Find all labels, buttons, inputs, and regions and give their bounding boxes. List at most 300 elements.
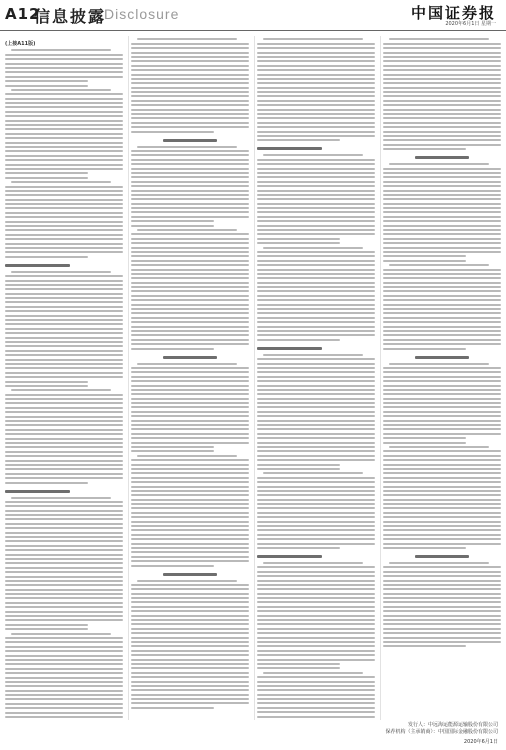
text-line (383, 144, 501, 146)
text-line (383, 385, 501, 387)
text-line (257, 225, 375, 227)
text-line (11, 497, 111, 499)
text-line (383, 580, 501, 582)
text-line (5, 514, 123, 516)
text-line (257, 304, 375, 306)
text-line (5, 510, 123, 512)
text-line (5, 712, 123, 714)
text-line (257, 610, 375, 612)
text-line (257, 615, 375, 617)
text-line (5, 446, 123, 448)
text-line (257, 163, 375, 165)
text-line (5, 433, 123, 435)
text-line (131, 348, 214, 350)
text-line (131, 321, 249, 323)
text-line (5, 345, 123, 347)
text-line (5, 597, 123, 599)
text-line (257, 376, 375, 378)
text-line (257, 139, 340, 141)
text-line (5, 354, 123, 356)
text-line (131, 255, 249, 257)
text-line (257, 424, 375, 426)
text-line (5, 142, 123, 144)
text-line (257, 464, 340, 466)
text-line (131, 538, 249, 540)
text-line (383, 494, 501, 496)
text-line (257, 468, 340, 470)
text-line (5, 381, 88, 383)
text-line (131, 490, 249, 492)
text-line (257, 299, 375, 301)
text-line (131, 242, 249, 244)
section-heading (5, 264, 70, 267)
text-line (5, 482, 88, 484)
text-line (11, 633, 111, 635)
text-line (383, 131, 501, 133)
text-line (257, 663, 340, 665)
text-line (131, 685, 249, 687)
text-line (257, 494, 375, 496)
text-line (5, 460, 123, 462)
text-line (257, 334, 375, 336)
text-line (257, 593, 375, 595)
section-heading (163, 356, 216, 359)
text-line (383, 534, 501, 536)
text-line (383, 78, 501, 80)
text-line (383, 82, 501, 84)
text-line (131, 211, 249, 213)
text-line (5, 288, 123, 290)
text-line (131, 619, 249, 621)
text-line (257, 597, 375, 599)
text-line (383, 308, 501, 310)
text-line (5, 238, 123, 240)
text-line (257, 446, 375, 448)
text-line (5, 190, 123, 192)
text-line (383, 472, 501, 474)
text-line (5, 685, 123, 687)
text-line (257, 159, 375, 161)
text-line (257, 716, 375, 718)
text-line (131, 159, 249, 161)
text-line (131, 282, 249, 284)
text-line (383, 168, 501, 170)
text-line (383, 593, 501, 595)
text-line (131, 78, 249, 80)
text-line (257, 659, 375, 661)
text-line (131, 472, 249, 474)
text-line (5, 280, 123, 282)
text-line (131, 87, 249, 89)
section-heading (415, 356, 468, 359)
text-line (383, 122, 501, 124)
text-line (257, 415, 375, 417)
text-line (5, 310, 123, 312)
text-line (131, 623, 249, 625)
text-line (257, 619, 375, 621)
text-line (383, 490, 501, 492)
text-line (383, 247, 501, 249)
text-line (131, 516, 249, 518)
text-line (131, 632, 249, 634)
text-line (383, 216, 501, 218)
text-line (383, 334, 501, 336)
text-line (5, 150, 123, 152)
text-line (5, 562, 123, 564)
text-line (11, 49, 111, 51)
section-heading (257, 147, 322, 150)
text-line (131, 615, 249, 617)
text-line (257, 135, 375, 137)
text-line (389, 38, 489, 40)
text-line (131, 702, 249, 704)
text-line (131, 330, 249, 332)
text-line (257, 380, 375, 382)
text-line (131, 317, 249, 319)
text-line (383, 393, 501, 395)
text-line (5, 350, 123, 352)
text-line (131, 290, 249, 292)
text-line (257, 109, 375, 111)
text-line (131, 163, 249, 165)
footer-date: 2020年6月1日 (463, 739, 498, 745)
text-line (383, 139, 501, 141)
text-line (131, 47, 249, 49)
text-line (5, 137, 123, 139)
text-line (257, 632, 375, 634)
text-line (383, 100, 501, 102)
text-line (131, 641, 249, 643)
text-line (257, 277, 375, 279)
text-line (383, 477, 501, 479)
text-line (131, 60, 249, 62)
text-line (383, 398, 501, 400)
text-line (131, 663, 249, 665)
text-line (131, 525, 249, 527)
text-line (5, 155, 123, 157)
text-line (383, 74, 501, 76)
text-line (5, 407, 123, 409)
text-line (383, 229, 501, 231)
text-line (131, 299, 249, 301)
text-line (257, 490, 375, 492)
text-line (383, 503, 501, 505)
text-line (383, 507, 501, 509)
text-line (5, 641, 123, 643)
text-line (5, 549, 123, 551)
text-line (131, 286, 249, 288)
text-line (383, 148, 466, 150)
text-line (257, 580, 375, 582)
text-line (383, 632, 501, 634)
text-line (257, 260, 375, 262)
text-line (131, 543, 249, 545)
text-line (131, 113, 249, 115)
text-line (131, 547, 249, 549)
text-line (383, 628, 501, 630)
text-line (131, 411, 249, 413)
text-line (257, 411, 375, 413)
text-line (131, 194, 249, 196)
text-line (5, 199, 123, 201)
text-line (5, 372, 123, 374)
text-line (257, 442, 375, 444)
text-line (389, 163, 489, 165)
text-line (383, 619, 501, 621)
section-heading (163, 139, 216, 142)
text-line (383, 538, 501, 540)
text-line (383, 203, 501, 205)
text-line (131, 104, 249, 106)
text-line (5, 558, 123, 560)
text-line (137, 363, 237, 365)
text-line (5, 159, 123, 161)
text-line (5, 328, 123, 330)
text-line (257, 398, 375, 400)
text-line (257, 481, 375, 483)
text-line (131, 304, 249, 306)
text-line (383, 194, 501, 196)
text-line (131, 464, 249, 466)
text-line (131, 312, 249, 314)
section-heading (257, 555, 322, 558)
text-line (257, 60, 375, 62)
text-line (131, 645, 249, 647)
text-line (131, 203, 249, 205)
text-line (131, 560, 249, 562)
text-line (383, 428, 501, 430)
text-line (137, 146, 237, 148)
text-line (263, 672, 363, 674)
text-line (5, 301, 123, 303)
article-body (5, 36, 501, 720)
text-line (257, 529, 375, 531)
text-line (131, 415, 249, 417)
text-line (5, 663, 123, 665)
text-line (131, 185, 249, 187)
text-line (383, 52, 501, 54)
text-line (5, 580, 123, 582)
text-line (383, 371, 501, 373)
text-line (383, 113, 501, 115)
text-line (131, 176, 249, 178)
text-line (131, 659, 249, 661)
text-line (5, 420, 123, 422)
text-line (257, 91, 375, 93)
text-line (383, 499, 501, 501)
text-line (383, 376, 501, 378)
text-line (5, 80, 88, 82)
text-line (131, 172, 249, 174)
text-line (383, 597, 501, 599)
text-line (257, 459, 375, 461)
text-line (5, 275, 123, 277)
text-line (257, 282, 375, 284)
text-line (5, 672, 123, 674)
text-line (257, 69, 375, 71)
text-line (383, 615, 501, 617)
text-line (383, 135, 501, 137)
text-line (131, 220, 214, 222)
page-number: A12 (5, 5, 41, 23)
text-line (263, 472, 363, 474)
text-line (5, 323, 123, 325)
text-line (257, 56, 375, 58)
text-line (131, 442, 249, 444)
text-line (131, 610, 249, 612)
text-line (383, 211, 501, 213)
text-line (5, 58, 123, 60)
text-line (383, 117, 501, 119)
text-line (257, 689, 375, 691)
text-line (383, 255, 466, 257)
text-line (257, 203, 375, 205)
text-line (5, 203, 123, 205)
text-line (383, 330, 501, 332)
text-line (131, 56, 249, 58)
text-line (11, 181, 111, 183)
text-line (257, 637, 375, 639)
text-line (5, 536, 123, 538)
text-line (5, 527, 123, 529)
text-line (257, 503, 375, 505)
text-line (5, 438, 123, 440)
footer-company-block (368, 722, 498, 736)
text-line (131, 190, 249, 192)
text-line (383, 225, 501, 227)
text-line (5, 93, 123, 95)
text-column-1 (5, 36, 123, 720)
text-line (263, 154, 363, 156)
text-line (5, 115, 123, 117)
text-line (383, 486, 501, 488)
text-line (131, 499, 249, 501)
text-line (137, 38, 237, 40)
text-line (257, 499, 375, 501)
text-line (131, 597, 249, 599)
text-line (263, 38, 363, 40)
text-line (131, 216, 249, 218)
text-line (5, 611, 123, 613)
text-line (131, 238, 249, 240)
text-line (383, 566, 501, 568)
text-line (257, 273, 375, 275)
text-line (383, 543, 501, 545)
text-line (257, 676, 375, 678)
underwriter-name: 保荐机构（主承销商）：中国国际金融股份有限公司 (385, 729, 498, 735)
section-heading (415, 555, 468, 558)
text-line (5, 681, 123, 683)
text-line (5, 523, 123, 525)
text-line (257, 82, 375, 84)
text-line (5, 376, 123, 378)
text-line (383, 290, 501, 292)
text-line (131, 503, 249, 505)
text-line (257, 588, 375, 590)
text-line (383, 521, 501, 523)
text-line (257, 168, 375, 170)
text-line (5, 571, 123, 573)
text-line (383, 380, 501, 382)
text-line (257, 312, 375, 314)
text-line (11, 271, 111, 273)
text-line (257, 264, 375, 266)
text-line (257, 628, 375, 630)
text-line (257, 43, 375, 45)
text-line (257, 308, 375, 310)
text-line (383, 468, 501, 470)
text-line (5, 554, 123, 556)
text-line (257, 428, 375, 430)
text-line (5, 606, 123, 608)
text-line (5, 128, 123, 130)
text-line (131, 437, 249, 439)
text-line (257, 571, 375, 573)
text-line (131, 667, 249, 669)
text-line (131, 367, 249, 369)
text-line (257, 326, 375, 328)
text-line (5, 234, 123, 236)
text-line (383, 91, 501, 93)
text-line (5, 85, 88, 87)
text-line (5, 71, 123, 73)
text-line (5, 284, 123, 286)
text-line (383, 312, 501, 314)
text-line (257, 477, 375, 479)
text-line (5, 359, 123, 361)
section-heading (415, 156, 468, 159)
text-line (131, 606, 249, 608)
text-line (257, 681, 375, 683)
text-line (257, 512, 375, 514)
text-line (383, 584, 501, 586)
section-heading (257, 347, 322, 350)
text-line (383, 606, 501, 608)
text-line (131, 277, 249, 279)
text-line (5, 584, 123, 586)
text-line (5, 256, 88, 258)
text-line (383, 181, 501, 183)
text-line (383, 367, 501, 369)
text-line (5, 402, 123, 404)
text-line (383, 637, 501, 639)
text-line (383, 437, 466, 439)
text-line (5, 216, 123, 218)
text-line (5, 532, 123, 534)
text-line (257, 194, 375, 196)
text-line (5, 315, 123, 317)
text-line (5, 98, 123, 100)
text-line (257, 65, 375, 67)
text-line (383, 47, 501, 49)
text-line (383, 220, 501, 222)
text-line (5, 341, 123, 343)
text-line (383, 260, 466, 262)
text-line (5, 194, 123, 196)
text-line (383, 411, 501, 413)
text-line (257, 190, 375, 192)
text-line (383, 60, 501, 62)
text-line (131, 654, 249, 656)
text-line (389, 446, 489, 448)
text-line (5, 111, 123, 113)
text-line (257, 402, 375, 404)
text-line (131, 52, 249, 54)
text-line (5, 367, 123, 369)
text-line (131, 672, 249, 674)
text-line (131, 339, 249, 341)
text-line (5, 172, 88, 174)
